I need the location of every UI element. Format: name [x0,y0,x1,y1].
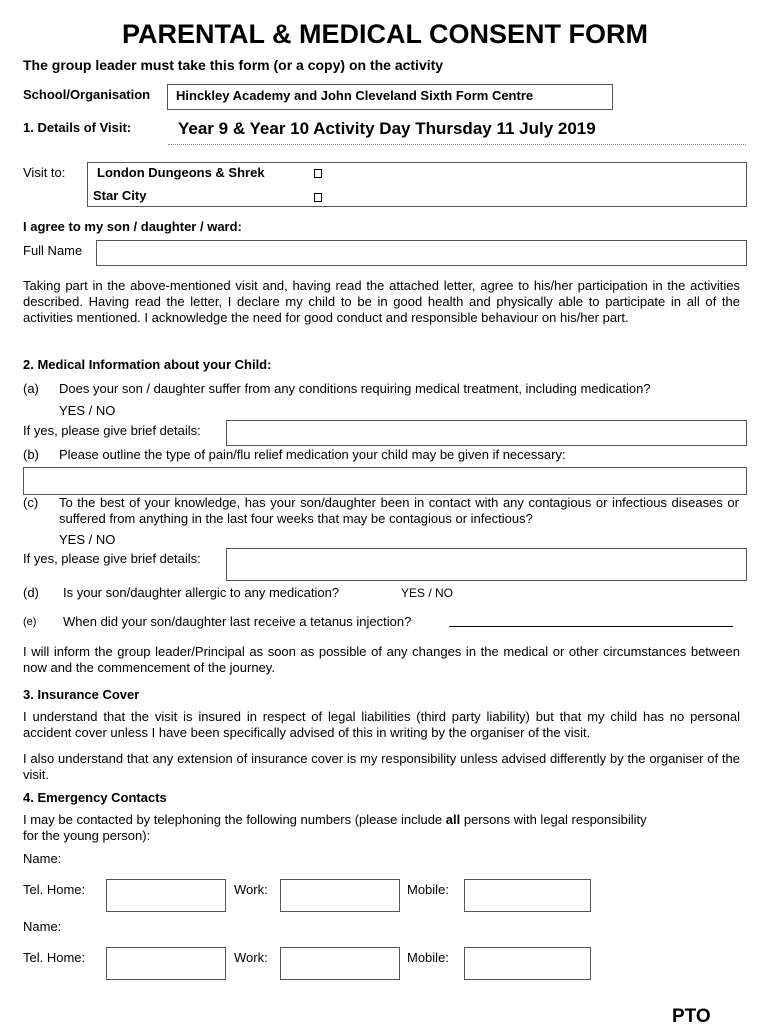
school-field[interactable] [167,84,613,110]
contact-1-work-field[interactable] [280,879,400,912]
inform-statement: I will inform the group leader/Principal as soon as possible of any changes in the medical or other circumstances between now and the commencement of the journey. [23,644,740,675]
school-label: School/Organisation [23,87,151,102]
page-title: PARENTAL & MEDICAL CONSENT FORM [122,19,648,49]
question-a-marker: (a) [23,381,39,396]
emergency-intro-line-2: for the young person): [23,828,151,843]
contact-1-work-label: Work: [234,882,268,897]
emergency-heading: 4. Emergency Contacts [23,790,167,805]
school-value: Hinckley Academy and John Cleveland Sixth Form Centre [176,88,534,103]
contact-1-tel-home-label: Tel. Home: [23,882,86,897]
question-c-marker: (c) [23,495,39,510]
agree-paragraph: Taking part in the above-mentioned visit and, having read the attached letter, agree to his/her participation in the activities described. Having read the letter, I declare my child to be in good health and physically able to participate in all of the activities mentioned. I acknowledge the need for good conduct and responsible behaviour on his/her part. [23,278,740,325]
question-b-marker: (b) [23,447,39,462]
question-d-text: Is your son/daughter allergic to any medication? [63,585,340,600]
visit-details-label: 1. Details of Visit: [23,120,132,135]
question-a-yes-no[interactable]: YES / NO [59,403,116,418]
insurance-paragraph-2: I also understand that any extension of insurance cover is my responsibility unless advised differently by the organiser of the visit. [23,751,740,782]
contact-2-tel-home-field[interactable] [106,947,226,980]
visit-to-label: Visit to: [23,165,66,180]
question-a-details-label: If yes, please give brief details: [23,423,201,438]
visit-to-box [87,162,747,207]
full-name-field[interactable] [96,240,747,266]
question-b-field[interactable] [23,467,747,495]
visit-details-underline [168,144,746,145]
contact-2-mobile-label: Mobile: [407,950,449,965]
emergency-intro-part-1: I may be contacted by telephoning the following numbers (please include [23,812,446,827]
contact-1-mobile-field[interactable] [464,879,591,912]
question-a-details-field[interactable] [226,420,747,446]
agree-heading: I agree to my son / daughter / ward: [23,219,242,234]
question-c-details-field[interactable] [226,548,747,581]
medical-heading: 2. Medical Information about your Child: [23,357,272,372]
visit-option-1-checkbox[interactable] [314,169,322,178]
question-e-text: When did your son/daughter last receive a tetanus injection? [63,614,412,629]
contact-1-mobile-label: Mobile: [407,882,449,897]
full-name-label: Full Name [23,243,83,258]
question-c-yes-no[interactable]: YES / NO [59,532,116,547]
question-e-marker: (e) [23,616,37,628]
emergency-intro-part-2: persons with legal responsibility [460,812,647,827]
contact-2-tel-home-label: Tel. Home: [23,950,86,965]
question-c-text: To the best of your knowledge, has your son/daughter been in contact with any contagious or infectious diseases or suffered from anything in the last four weeks that may be contagious or infectious? [59,495,739,526]
contact-2-name-label: Name: [23,919,62,934]
contact-2-mobile-field[interactable] [464,947,591,980]
question-d-marker: (d) [23,585,39,600]
question-c-details-label: If yes, please give brief details: [23,551,201,566]
pto-label: PTO [672,1006,711,1027]
visit-details-value: Year 9 & Year 10 Activity Day Thursday 11 July 2019 [178,119,596,138]
question-b-text: Please outline the type of pain/flu relief medication your child may be given if necessary: [59,447,566,462]
insurance-paragraph-1: I understand that the visit is insured in respect of legal liabilities (third party liability) but that my child has no personal accident cover unless I have been specifically advised of this in writing by the organiser of the visit. [23,709,740,740]
question-a-text: Does your son / daughter suffer from any conditions requiring medical treatment, including medication? [59,381,651,396]
contact-2-work-label: Work: [234,950,268,965]
subtitle: The group leader must take this form (or a copy) on the activity [23,57,444,73]
question-e-answer-line[interactable] [449,626,733,627]
visit-option-2-checkbox[interactable] [314,193,322,202]
visit-option-2: Star City [93,188,147,203]
emergency-intro-bold: all [445,812,461,827]
contact-1-tel-home-field[interactable] [106,879,226,912]
visit-option-1: London Dungeons & Shrek [97,165,265,180]
contact-2-work-field[interactable] [280,947,400,980]
emergency-intro [23,812,740,828]
insurance-heading: 3. Insurance Cover [23,687,140,702]
question-d-yes-no[interactable]: YES / NO [401,586,454,600]
contact-1-name-label: Name: [23,851,62,866]
